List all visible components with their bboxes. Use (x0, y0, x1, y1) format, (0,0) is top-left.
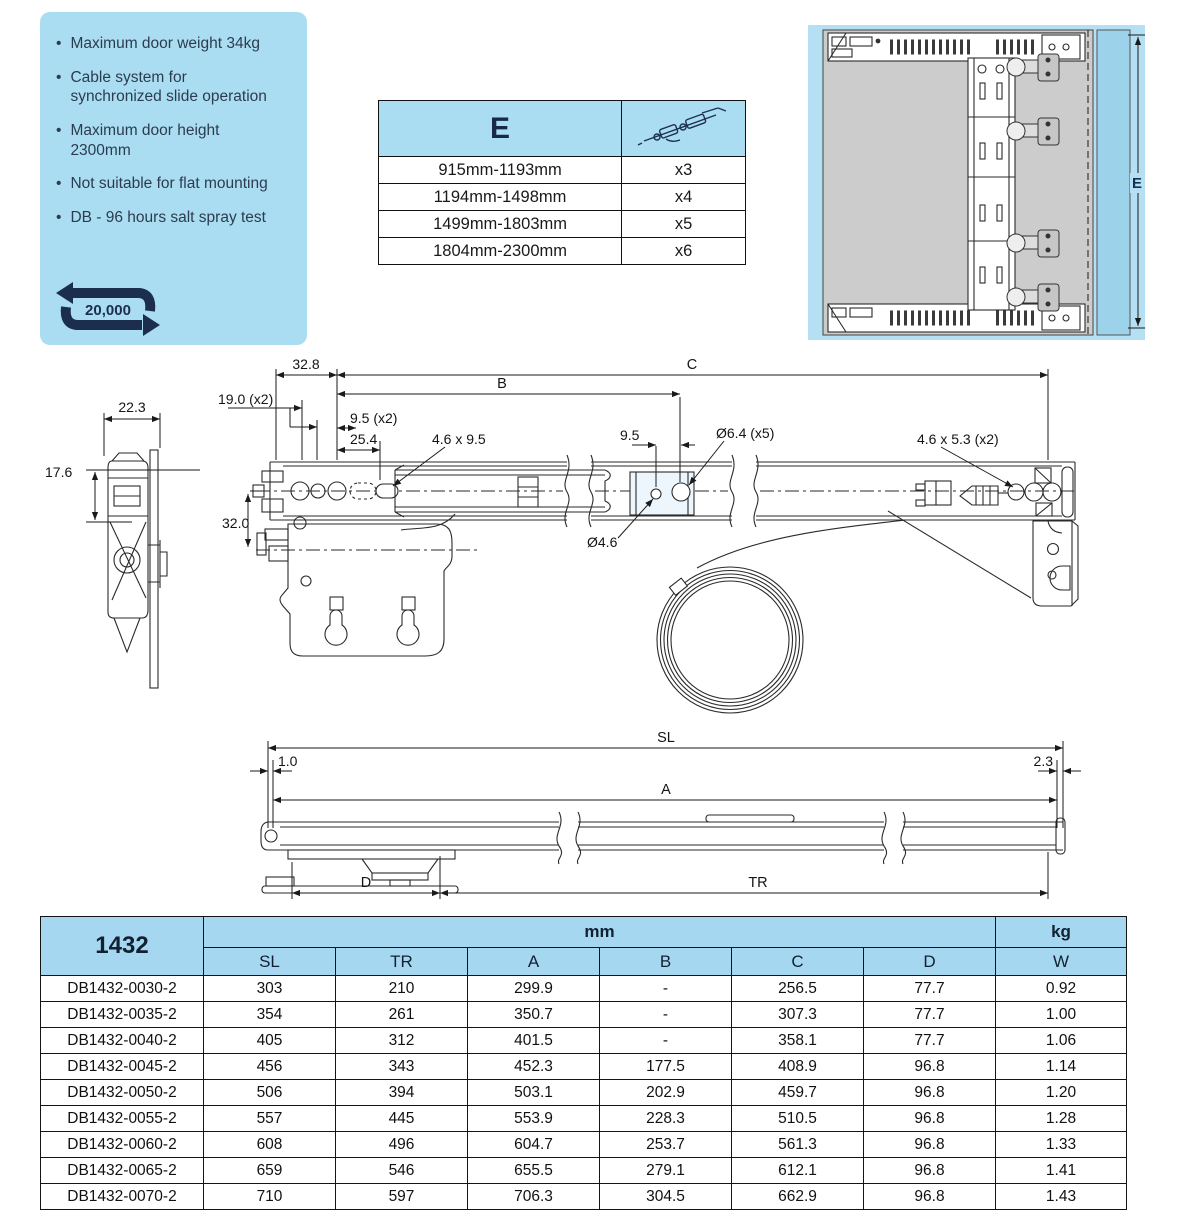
dim-9-5-x2: 9.5 (x2) (350, 410, 398, 426)
part-number: DB1432-0040-2 (41, 1028, 204, 1054)
features-list (52, 34, 297, 228)
hinge-table-title (379, 101, 622, 157)
col-a: A (468, 948, 600, 976)
hinge-table-row (379, 238, 746, 265)
dim-screw-4-6x5-3: 4.6 x 5.3 (x2) (917, 431, 999, 447)
value-c: 662.9 (732, 1184, 864, 1210)
bullet-icon: • (56, 209, 62, 227)
value-sl: 456 (204, 1054, 336, 1080)
value-d: 77.7 (864, 1002, 996, 1028)
hinge-table-row (379, 157, 746, 184)
feature-item (56, 68, 297, 107)
feature-text: DB - 96 hours salt spray test (70, 209, 266, 227)
hinge-icon-cell (622, 101, 746, 157)
value-w: 1.41 (996, 1158, 1127, 1184)
value-d: 96.8 (864, 1080, 996, 1106)
hinge-table-body (379, 157, 746, 265)
dim-tr: TR (748, 875, 768, 891)
feature-text: Maximum door height 2300mm (70, 122, 220, 159)
kg-unit-header: kg (996, 917, 1127, 948)
dim-32-8: 32.8 (292, 356, 320, 372)
dim-9-5: 9.5 (620, 427, 640, 443)
feature-text: Maximum door weight 34kg (70, 35, 260, 52)
door-height-range: 1804mm-2300mm (379, 238, 622, 265)
dim-d: D (360, 875, 372, 891)
spec-header-columns-row (41, 948, 1127, 976)
value-w: 1.14 (996, 1054, 1127, 1080)
spec-table (40, 916, 1127, 1210)
door-mounting-strip (968, 58, 1015, 310)
slide-profile-view (261, 812, 1065, 893)
value-sl: 303 (204, 976, 336, 1002)
value-w: 1.20 (996, 1080, 1127, 1106)
part-number: DB1432-0035-2 (41, 1002, 204, 1028)
value-tr: 496 (336, 1132, 468, 1158)
col-tr: TR (336, 948, 468, 976)
dim-32-0: 32.0 (222, 515, 250, 531)
value-tr: 343 (336, 1054, 468, 1080)
value-sl: 405 (204, 1028, 336, 1054)
value-tr: 546 (336, 1158, 468, 1184)
dim-1-0: 1.0 (278, 753, 298, 769)
value-c: 358.1 (732, 1028, 864, 1054)
spec-row (41, 1158, 1127, 1184)
dim-19-0: 19.0 (x2) (218, 391, 274, 407)
feature-item (56, 208, 297, 228)
hinge-table-header-row (379, 101, 746, 157)
value-w: 1.06 (996, 1028, 1127, 1054)
dim-slot-4-6x9-5: 4.6 x 9.5 (432, 431, 486, 447)
value-w: 1.00 (996, 1002, 1127, 1028)
value-a: 503.1 (468, 1080, 600, 1106)
side-view-part (108, 450, 167, 688)
value-sl: 506 (204, 1080, 336, 1106)
model-number: 1432 (41, 917, 204, 976)
part-number: DB1432-0070-2 (41, 1184, 204, 1210)
cable-coil (657, 520, 906, 713)
bullet-icon: • (56, 175, 62, 193)
value-d: 77.7 (864, 976, 996, 1002)
mm-unit-header: mm (204, 917, 996, 948)
value-b: 202.9 (600, 1080, 732, 1106)
value-c: 612.1 (732, 1158, 864, 1184)
value-sl: 557 (204, 1106, 336, 1132)
value-d: 96.8 (864, 1132, 996, 1158)
hinge-qty: x4 (622, 184, 746, 211)
profile-dimensions (250, 730, 1081, 899)
value-d: 96.8 (864, 1158, 996, 1184)
value-sl: 659 (204, 1158, 336, 1184)
hinge-qty: x6 (622, 238, 746, 265)
spec-row (41, 1132, 1127, 1158)
feature-item (56, 34, 297, 54)
dimension-e-label: E (1131, 175, 1143, 192)
value-tr: 261 (336, 1002, 468, 1028)
hinge-count-table (378, 100, 746, 265)
dim-22-3: 22.3 (118, 399, 146, 415)
value-b: - (600, 1002, 732, 1028)
feature-item (56, 174, 297, 194)
value-c: 256.5 (732, 976, 864, 1002)
value-a: 299.9 (468, 976, 600, 1002)
spec-row (41, 1002, 1127, 1028)
rail-dimensions (218, 356, 1048, 550)
hinge-table-row (379, 211, 746, 238)
feature-item (56, 121, 297, 160)
value-c: 307.3 (732, 1002, 864, 1028)
value-d: 96.8 (864, 1184, 996, 1210)
right-bracket (888, 511, 1078, 606)
spec-row (41, 1028, 1127, 1054)
dim-a: A (661, 782, 671, 798)
value-c: 510.5 (732, 1106, 864, 1132)
spec-header-units-row (41, 917, 1127, 948)
door-height-range: 1499mm-1803mm (379, 211, 622, 238)
value-w: 1.28 (996, 1106, 1127, 1132)
spec-row (41, 1106, 1127, 1132)
col-b: B (600, 948, 732, 976)
cable-guide-plate (630, 472, 694, 515)
part-number: DB1432-0055-2 (41, 1106, 204, 1132)
dimension-e-label: E (490, 111, 511, 145)
hinge-qty: x3 (622, 157, 746, 184)
dim-b: B (497, 376, 507, 392)
dim-25-4: 25.4 (350, 431, 378, 447)
part-number: DB1432-0060-2 (41, 1132, 204, 1158)
value-tr: 312 (336, 1028, 468, 1054)
dim-2-3: 2.3 (1033, 753, 1053, 769)
open-door-panel (1097, 30, 1130, 335)
technical-drawing (0, 348, 1200, 914)
feature-text: Not suitable for flat mounting (70, 175, 268, 193)
hinge-qty: x5 (622, 211, 746, 238)
dim-17-6: 17.6 (45, 464, 73, 480)
value-w: 1.43 (996, 1184, 1127, 1210)
col-sl: SL (204, 948, 336, 976)
door-height-range: 915mm-1193mm (379, 157, 622, 184)
value-tr: 445 (336, 1106, 468, 1132)
value-c: 408.9 (732, 1054, 864, 1080)
spec-row (41, 976, 1127, 1002)
value-b: 228.3 (600, 1106, 732, 1132)
cabinet-application-diagram (800, 25, 1145, 340)
value-tr: 597 (336, 1184, 468, 1210)
value-a: 452.3 (468, 1054, 600, 1080)
part-number: DB1432-0030-2 (41, 976, 204, 1002)
value-b: 253.7 (600, 1132, 732, 1158)
col-c: C (732, 948, 864, 976)
cycles-badge (56, 279, 160, 339)
bullet-icon: • (56, 35, 62, 52)
value-a: 706.3 (468, 1184, 600, 1210)
value-w: 0.92 (996, 976, 1127, 1002)
part-number: DB1432-0065-2 (41, 1158, 204, 1184)
value-tr: 394 (336, 1080, 468, 1106)
spec-row (41, 1054, 1127, 1080)
bullet-icon: • (56, 122, 62, 140)
spec-table-body (41, 976, 1127, 1210)
part-number: DB1432-0045-2 (41, 1054, 204, 1080)
feature-text: Cable system for synchronized slide operation (70, 68, 267, 106)
value-d: 96.8 (864, 1054, 996, 1080)
features-panel (40, 12, 307, 345)
value-tr: 210 (336, 976, 468, 1002)
value-d: 77.7 (864, 1028, 996, 1054)
bullet-icon: • (56, 68, 62, 86)
value-sl: 608 (204, 1132, 336, 1158)
value-b: 279.1 (600, 1158, 732, 1184)
spec-row (41, 1184, 1127, 1210)
value-a: 553.9 (468, 1106, 600, 1132)
dim-c: C (686, 357, 698, 373)
hinge-sketch-icon (636, 103, 732, 149)
part-number: DB1432-0050-2 (41, 1080, 204, 1106)
dim-dia-4-6: Ø4.6 (587, 534, 618, 550)
value-a: 655.5 (468, 1158, 600, 1184)
spec-row (41, 1080, 1127, 1106)
col-w: W (996, 948, 1127, 976)
value-b: - (600, 976, 732, 1002)
value-c: 561.3 (732, 1132, 864, 1158)
cycles-count: 20,000 (85, 302, 131, 319)
value-sl: 710 (204, 1184, 336, 1210)
door-height-range: 1194mm-1498mm (379, 184, 622, 211)
value-sl: 354 (204, 1002, 336, 1028)
dim-dia-6-4: Ø6.4 (x5) (716, 425, 775, 441)
dim-sl: SL (657, 730, 675, 746)
value-w: 1.33 (996, 1132, 1127, 1158)
value-a: 401.5 (468, 1028, 600, 1054)
col-d: D (864, 948, 996, 976)
value-b: - (600, 1028, 732, 1054)
value-b: 177.5 (600, 1054, 732, 1080)
value-b: 304.5 (600, 1184, 732, 1210)
value-a: 604.7 (468, 1132, 600, 1158)
hinge-table-row (379, 184, 746, 211)
rail-right-end-parts (916, 467, 1073, 517)
value-a: 350.7 (468, 1002, 600, 1028)
left-mounting-bracket (256, 514, 480, 656)
value-c: 459.7 (732, 1080, 864, 1106)
value-d: 96.8 (864, 1106, 996, 1132)
